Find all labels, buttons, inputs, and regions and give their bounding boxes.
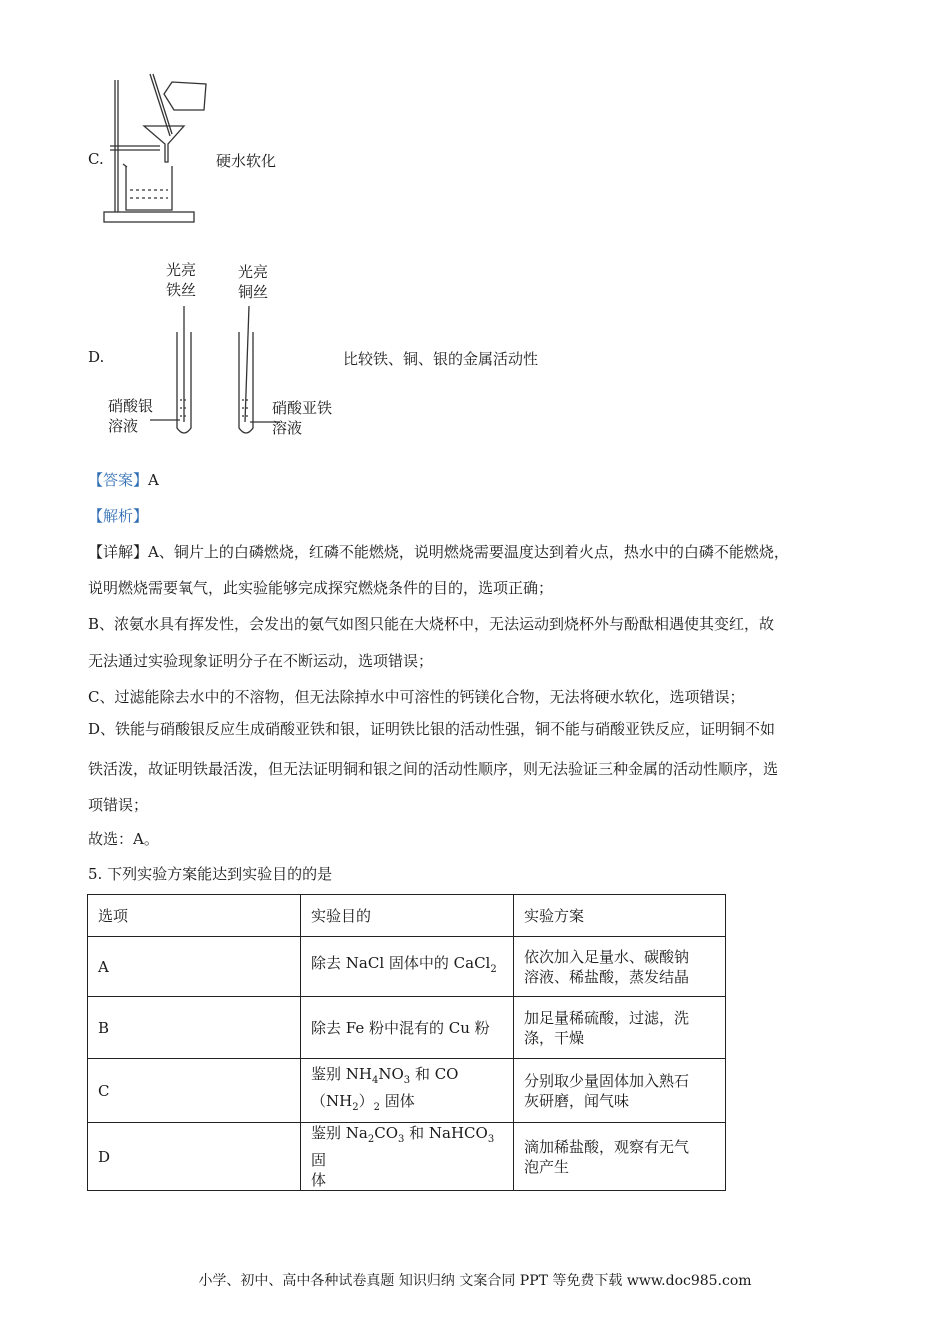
row-d-plan-line1: 滴加稀盐酸，观察有无气 [524,1137,690,1156]
row-c-text: 和 CO [410,1064,459,1083]
detail-p3-line1: C、过滤能除去水中的不溶物，但无法除掉水中可溶性的钙镁化合物，无法将硬水软化，选项错误； [88,688,745,706]
option-c-caption: 硬水软化 [216,152,277,170]
table-row [88,937,726,997]
detail-p1-line2: 说明燃烧需要氧气，此实验能够完成探究燃烧条件的目的，选项正确； [88,579,554,597]
row-a-purpose [301,937,514,997]
detail-p4-line2: 铁活泼，故证明铁最活泼，但无法证明铜和银之间的活动性顺序，则无法验证三种金属的活动性顺序，选 [88,760,779,778]
row-d-plan-line2: 泡产生 [524,1157,570,1176]
iron-wire-label-line1: 光亮 [166,261,197,279]
option-d-caption: 比较铁、铜、银的金属活动性 [343,350,539,368]
row-c-text: ） [358,1091,374,1110]
row-c-purpose-line2 [311,1091,503,1118]
row-d-plan [514,1123,726,1191]
row-d-purpose-line1 [311,1123,503,1170]
row-c-text: 固体 [379,1091,415,1110]
detail-p1-text: A、铜片上的白磷燃烧，红磷不能燃烧，说明燃烧需要温度达到着火点，热水中的白磷不能燃烧， [148,543,789,561]
row-d-sub: 3 [487,1134,495,1145]
ferrous-nitrate-label-line2: 溶液 [272,419,303,437]
ferrous-nitrate-label [272,398,332,438]
table-header-row [88,895,726,937]
row-c-option: C [88,1059,301,1123]
row-b-plan-line2: 涤，干燥 [524,1028,585,1047]
row-c-plan [514,1059,726,1123]
analysis-label: 【解析】 [88,507,149,525]
option-d-letter: D. [88,348,105,366]
row-d-text: 鉴别 Na [311,1124,368,1142]
row-a-plan-line2: 溶液、稀盐酸，蒸发结晶 [524,967,690,986]
row-d-purpose-line2: 体 [311,1171,327,1189]
table-row [88,1059,726,1123]
answer-line [88,469,868,491]
silver-nitrate-label-line1: 硝酸银 [108,397,154,415]
row-d-option: D [88,1123,301,1191]
row-a-option: A [88,937,301,997]
page-footer: 小学、初中、高中各种试卷真题 知识归纳 文案合同 PPT 等免费下载 www.doc985.com [198,1273,752,1289]
row-c-plan-line2: 灰研磨，闻气味 [524,1091,630,1110]
row-a-purpose-sub: 2 [490,964,497,975]
row-d-text: 固 [311,1151,327,1169]
header-plan: 实验方案 [514,895,726,937]
row-a-plan [514,937,726,997]
copper-wire-label-line2: 铜丝 [238,283,269,301]
detail-label: 【详解】 [88,543,149,561]
row-b-purpose: 除去 Fe 粉中混有的 Cu 粉 [301,997,514,1059]
row-c-purpose-line1 [311,1064,503,1091]
option-c-letter: C. [88,150,104,168]
row-c-sub: 4 [371,1074,379,1086]
detail-conclusion: 故选：A。 [88,830,159,848]
row-a-plan-line1: 依次加入足量水、碳酸钠 [524,947,690,966]
row-d-sub: 3 [398,1134,405,1145]
silver-nitrate-label-line2: 溶液 [108,417,139,435]
row-c-sub: 2 [373,1101,380,1113]
row-c-sub: 2 [352,1101,359,1113]
table-row [88,1123,726,1191]
header-purpose: 实验目的 [301,895,514,937]
ferrous-nitrate-label-line1: 硝酸亚铁 [272,399,333,417]
row-c-plan-line1: 分别取少量固体加入熟石 [524,1071,690,1090]
row-d-sub: 2 [367,1134,375,1145]
silver-nitrate-label [108,396,153,436]
row-c-purpose [301,1059,514,1123]
detail-p2-line1: B、浓氨水具有挥发性，会发出的氨气如图只能在大烧杯中，无法运动到烧杯外与酚酞相遇使其变红，故 [88,615,775,633]
detail-p1-line1 [88,541,868,563]
copper-wire-label [238,262,268,302]
test-tubes-figure [150,302,280,442]
row-d-text: 和 NaHCO [404,1124,488,1142]
row-c-text: （NH [311,1091,353,1110]
row-b-plan-line1: 加足量稀硫酸，过滤，洗 [524,1008,690,1027]
iron-wire-label [166,260,196,300]
detail-p2-line2: 无法通过实验现象证明分子在不断运动，选项错误； [88,652,434,670]
answer-value: A [148,471,159,489]
detail-p4-line3: 项错误； [88,796,149,814]
detail-p4-line1: D、铁能与硝酸银反应生成硝酸亚铁和银，证明铁比银的活动性强，铜不能与硝酸亚铁反应，证明铜不如 [88,720,776,738]
row-d-text: CO [374,1124,398,1142]
row-c-sub: 3 [403,1074,411,1086]
question5-table [87,894,726,1191]
answer-label: 【答案】 [88,471,149,489]
row-d-purpose [301,1123,514,1191]
header-option: 选项 [88,895,301,937]
question5-stem: 5. 下列实验方案能达到实验目的的是 [88,865,333,883]
row-c-text: NO [378,1064,404,1083]
row-c-text: 鉴别 NH [311,1064,372,1083]
row-b-option: B [88,997,301,1059]
table-row [88,997,726,1059]
row-b-plan [514,997,726,1059]
row-a-purpose-text: 除去 NaCl 固体中的 CaCl [311,954,491,972]
iron-wire-label-line2: 铁丝 [166,281,197,299]
copper-wire-label-line1: 光亮 [238,263,269,281]
filtration-apparatus-figure [100,70,220,230]
